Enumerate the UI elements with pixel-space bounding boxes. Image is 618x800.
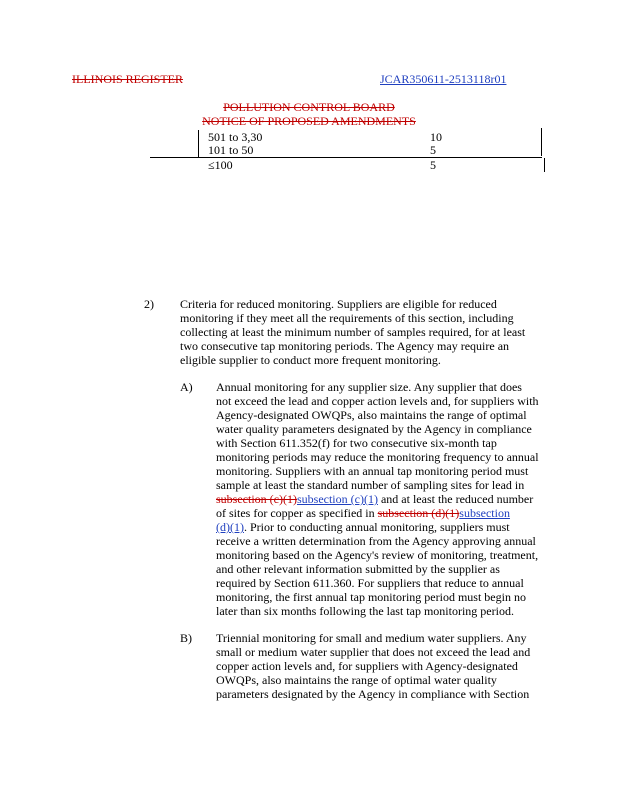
paragraph-line: monitoring. Suppliers with an annual tap monitoring period must xyxy=(216,464,529,478)
paragraph-line: later than six months following the last tap monitoring period. xyxy=(216,604,514,618)
paragraph-line: sample at least the standard number of sampling sites for lead in xyxy=(216,478,525,492)
paragraph-line: and other relevant information submitted by the supplier as xyxy=(216,562,500,576)
paragraph-line: monitoring, the first annual tap monitoring period must begin no xyxy=(216,590,526,604)
paragraph-line-amended xyxy=(216,506,510,520)
inserted-link[interactable]: subsection xyxy=(459,506,510,520)
board-title: POLLUTION CONTROL BOARD xyxy=(223,100,395,114)
table-row-value: 10 xyxy=(430,130,442,144)
paragraph-line: parameters designated by the Agency in compliance with Section xyxy=(216,687,530,701)
paragraph-line: small or medium water supplier that does not exceed the lead and xyxy=(216,645,531,659)
paragraph-line: eligible supplier to conduct more frequent monitoring. xyxy=(180,353,441,367)
table-row-range: 101 to 50 xyxy=(208,143,254,157)
paragraph-line: required by Section 611.360. For suppliers that reduce to annual xyxy=(216,576,524,590)
paragraph-line: monitoring if they meet all the requirements of this section, including xyxy=(180,311,514,325)
item-2-number: 2) xyxy=(144,297,154,311)
line-text: and at least the reduced number xyxy=(377,492,534,506)
paragraph-line: two consecutive tap monitoring periods. The Agency may require an xyxy=(180,339,510,353)
document-id[interactable]: JCAR350611-2513118r01 xyxy=(380,72,507,86)
paragraph-line: not exceed the lead and copper action levels and, for suppliers with xyxy=(216,394,539,408)
paragraph-line: Agency-designated OWQPs, also maintains the range of optimal xyxy=(216,408,527,422)
paragraph-line: monitoring periods may reduce the monitoring frequency to annual xyxy=(216,450,539,464)
struck-text: subsection (c)(1) xyxy=(216,492,297,506)
paragraph-line-amended xyxy=(216,520,510,534)
paragraph-line: water quality parameters designated by the Agency in compliance xyxy=(216,422,532,436)
paragraph-line: OWQPs, also maintains the range of optimal water quality xyxy=(216,673,497,687)
table-row-range: ≤100 xyxy=(208,158,233,172)
paragraph-line-amended xyxy=(216,492,533,506)
paragraph-line: Criteria for reduced monitoring. Suppliers are eligible for reduced xyxy=(180,297,497,311)
item-b-letter: B) xyxy=(180,631,192,645)
paragraph-line: copper action levels and, for suppliers with Agency-designated xyxy=(216,659,518,673)
line-text: of sites for copper as specified in xyxy=(216,506,378,520)
table-right-border xyxy=(541,128,542,156)
table-row-value: 5 xyxy=(430,143,436,157)
line-text: . Prior to conducting annual monitoring, suppliers must xyxy=(243,520,510,534)
paragraph-line: collecting at least the minimum number of samples required, for at least xyxy=(180,325,526,339)
paragraph-line: monitoring based on the Agency's review of monitoring, treatment, xyxy=(216,548,539,562)
notice-title: NOTICE OF PROPOSED AMENDMENTS xyxy=(202,114,416,128)
register-header: ILLINOIS REGISTER xyxy=(72,72,183,86)
item-a-letter: A) xyxy=(180,380,193,394)
inserted-link[interactable]: subsection (c)(1) xyxy=(296,492,378,506)
struck-text: subsection (d)(1) xyxy=(377,506,460,520)
inserted-link[interactable]: (d)(1) xyxy=(216,520,244,534)
table-left-border xyxy=(198,130,199,158)
paragraph-line: with Section 611.352(f) for two consecutive six-month tap xyxy=(216,436,497,450)
paragraph-line: Triennial monitoring for small and medium water suppliers. Any xyxy=(216,631,527,645)
paragraph-line: receive a written determination from the Agency approving annual xyxy=(216,534,536,548)
table-row-range: 501 to 3,30 xyxy=(208,130,263,144)
paragraph-line: Annual monitoring for any supplier size. Any supplier that does xyxy=(216,380,522,394)
table-row-value: 5 xyxy=(430,158,436,172)
table-right-border-lower xyxy=(544,158,545,172)
